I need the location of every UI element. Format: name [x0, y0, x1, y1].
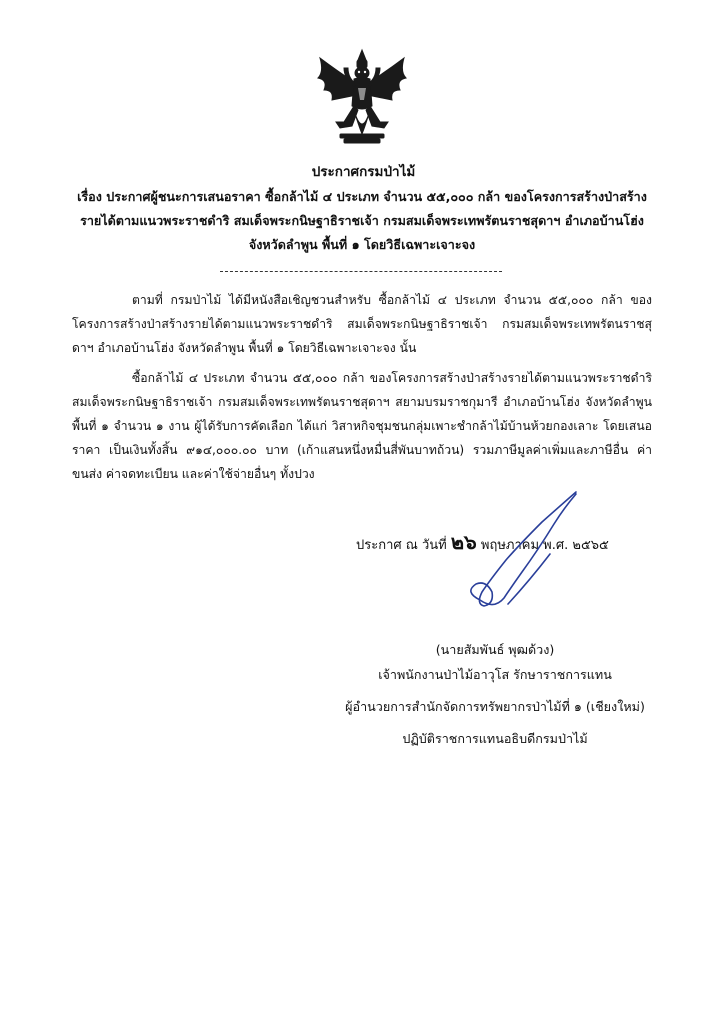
handwritten-signature: [450, 488, 580, 620]
subject-heading: เรื่อง ประกาศผู้ชนะการเสนอราคา ซื้อกล้าไม้ ๔ ประเภท จำนวน ๕๕,๐๐๐ กล้า ของโครงการสร้างป่าสร้างรายได้ตามแนวพระราชดำริ สมเด็จพระกนิษฐาธิราชเจ้า กรมสมเด็จพระเทพรัตนราชสุดาฯ อำเภอบ้านโฮ่ง จังหวัดลำพูน พื้นที่ ๑ โดยวิธีเฉพาะเจาะจง: [77, 189, 647, 252]
garuda-emblem-icon: [314, 48, 410, 148]
signer-position-2: ผู้อำนวยการสำนักจัดการทรัพยากรป่าไม้ที่ ๑ (เชียงใหม่): [345, 699, 645, 714]
body-paragraph-2: ซื้อกล้าไม้ ๔ ประเภท จำนวน ๕๕,๐๐๐ กล้า ของโครงการสร้างป่าสร้างรายได้ตามแนวพระราชดำริ สมเด็จพระกนิษฐาธิราชเจ้า กรมสมเด็จพระเทพรัตนราชสุดาฯ สยามบรมราชกุมารี อำเภอบ้านโฮ่ง จังหวัดลำพูน พื้นที่ ๑ จำนวน ๑ งาน ผู้ได้รับการคัดเลือก ได้แก่ วิสาหกิจชุมชนกลุ่มเพาะชำกล้าไม้บ้านห้วยกองเลาะ โดยเสนอราคา เป็นเงินทั้งสิ้น ๙๑๔,๐๐๐.๐๐ บาท (เก้าแสนหนึ่งหมื่นสี่พันบาทถ้วน) รวมภาษีมูลค่าเพิ่มและภาษีอื่น ค่าขนส่ง ค่าจดทะเบียน และค่าใช้จ่ายอื่นๆ ทั้งปวง: [72, 371, 652, 481]
date-month-year: พฤษภาคม พ.ศ. ๒๕๖๕: [480, 538, 609, 553]
date-prefix: ประกาศ ณ วันที่: [356, 538, 447, 553]
body-paragraph-1: ตามที่ กรมป่าไม้ ได้มีหนังสือเชิญชวนสำหรับ ซื้อกล้าไม้ ๔ ประเภท จำนวน ๕๕,๐๐๐ กล้า ของโครงการสร้างป่าสร้างรายได้ตามแนวพระราชดำริ สมเด็จพระกนิษฐาธิราชเจ้า กรมสมเด็จพระเทพรัตนราชสุดาฯ อำเภอบ้านโฮ่ง จังหวัดลำพูน พื้นที่ ๑ โดยวิธีเฉพาะเจาะจง นั้น: [72, 293, 652, 355]
signer-name: (นายสัมพันธ์ พุฒด้วง): [435, 642, 555, 657]
date-day: ๒๖: [450, 530, 477, 554]
signer-position-1: เจ้าพนักงานป่าไม้อาวุโส รักษาราชการแทน: [378, 667, 612, 682]
document-title: ประกาศกรมป่าไม้: [311, 164, 416, 180]
signer-position-3: ปฏิบัติราชการแทนอธิบดีกรมป่าไม้: [402, 731, 588, 746]
divider: [220, 271, 502, 272]
